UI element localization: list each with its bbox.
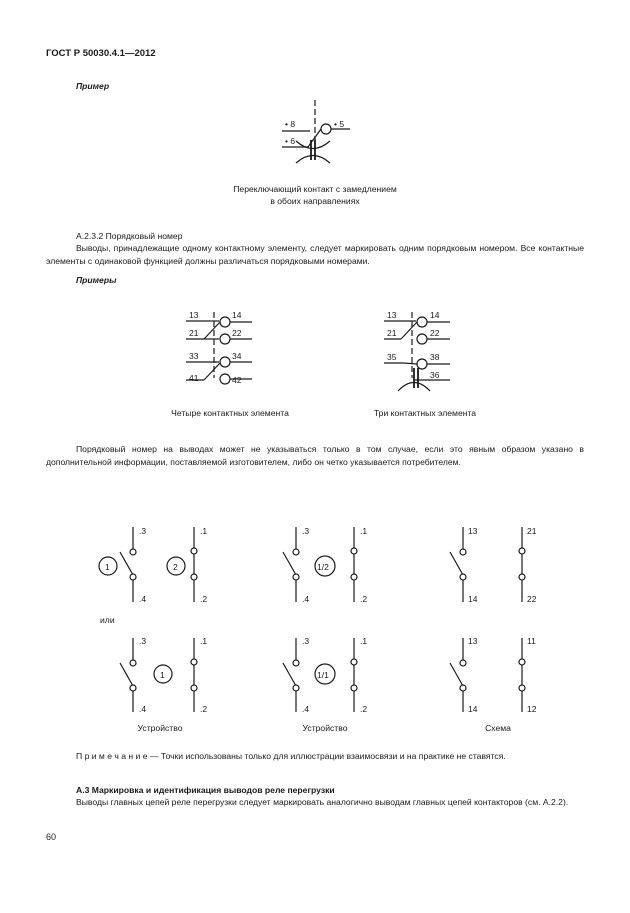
section-a3-text: Выводы главных цепей реле перегрузки следует маркировать аналогично выводам главных цепей контакторов (см. А.2.2). [76,797,569,807]
caption-device-2: Устройство [302,723,348,733]
label-13: 13 [189,310,199,320]
label-12: 12 [527,704,537,714]
section-a232-title: А.2.3.2 Порядковый номер [76,231,183,241]
label-41: 41 [189,373,199,383]
example1-caption-line2: в обоих направлениях [270,196,360,206]
label-36: 36 [430,370,440,380]
label-33: 33 [189,351,199,361]
label-13b: 13 [387,310,397,320]
three-elements-caption: Три контактных элемента [373,408,477,418]
label-42: 42 [232,375,242,385]
label-dot3b: .3 [302,526,310,536]
label-34: 34 [232,351,242,361]
example-heading: Пример [76,81,110,91]
label-dot1c: .1 [200,636,208,646]
note-text: — Точки использованы только для иллюстрации взаимосвязи и на практике не ставятся. [147,751,506,761]
or-label: или [100,615,115,625]
label-dot2b: .2 [360,594,368,604]
label-13d: 13 [468,636,478,646]
label-11: 11 [527,636,536,646]
circle-1b-label: 1 [160,670,165,680]
label-dot2: .2 [200,594,208,604]
label-dot3c: .3 [139,636,147,646]
label-dot3d: .3 [302,636,310,646]
label-35: 35 [387,352,397,362]
page-number: 60 [46,832,57,842]
label-22b: 22 [430,328,440,338]
note-label: П р и м е ч а н и е [76,751,148,761]
examples-heading: Примеры [76,275,117,285]
label-38: 38 [430,352,440,362]
label-22: 22 [232,328,242,338]
label-dot4c: .4 [139,704,147,714]
label-dot4b: .4 [302,594,310,604]
circle-2-label: 2 [173,562,178,572]
label-dot3: .3 [139,526,147,536]
label-dot1: .1 [200,526,208,536]
label-dot2d: .2 [360,704,368,714]
label-14c: 14 [468,594,478,604]
label-22c: 22 [527,594,537,604]
label-dot1d: .1 [360,636,368,646]
label-6: • 6 [285,136,296,146]
label-14: 14 [232,310,242,320]
document-code: ГОСТ Р 50030.4.1—2012 [46,48,156,59]
label-21c: 21 [527,526,537,536]
circle-1-label: 1 [105,562,110,572]
section-a232-text: Выводы, принадлежащие одному контактному элементу, следует маркировать одним порядковым номером. Все контактные элементы с одинаковой функцией должны различаться порядковыми номерами. [46,243,584,266]
label-14b: 14 [430,310,440,320]
caption-device-1: Устройство [137,723,183,733]
label-dot4d: .4 [302,704,310,714]
circle-1-2-label: 1/2 [317,562,329,572]
label-8: • 8 [285,119,296,129]
label-dot2c: .2 [200,704,208,714]
label-21: 21 [189,328,199,338]
note-paragraph [46,750,584,763]
label-14d: 14 [468,704,478,714]
label-dot4: .4 [139,594,147,604]
label-dot1b: .1 [360,526,368,536]
example1-caption-line1: Переключающий контакт с замедлением [233,184,397,194]
label-13c: 13 [468,526,478,536]
label-21b: 21 [387,328,397,338]
label-5: • 5 [334,119,345,129]
ordinal-paragraph: Порядковый номер на выводах может не указываться только в том случае, если это явным образом указано в дополнительной информации, поставляемой изготовителем, либо он четко указывается потребителем. [46,444,584,467]
four-elements-caption: Четыре контактных элемента [171,408,289,418]
circle-1-1-label: 1/1 [317,670,329,680]
section-a3-title: А.3 Маркировка и идентификация выводов реле перегрузки [76,785,335,795]
caption-scheme: Схема [485,723,511,733]
